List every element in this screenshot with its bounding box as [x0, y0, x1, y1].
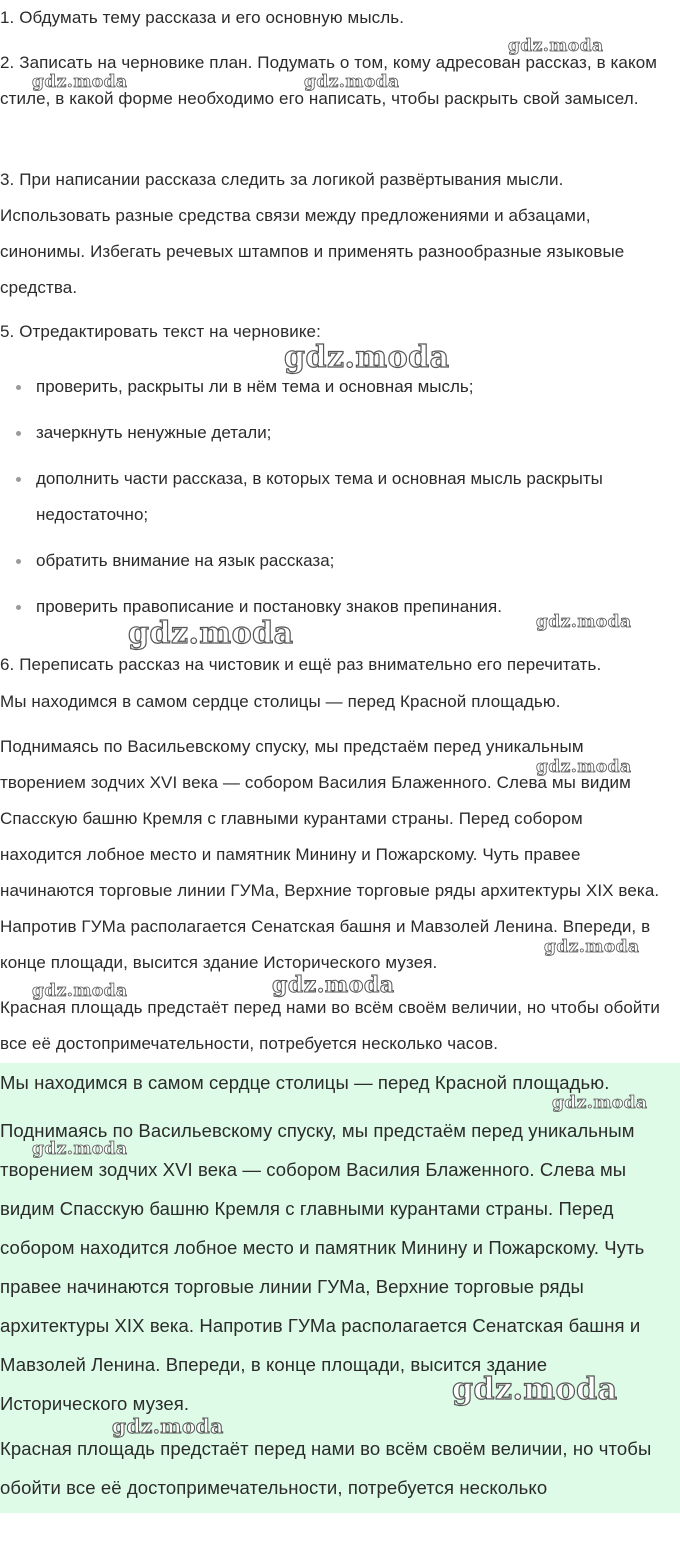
step-6: 6. Переписать рассказ на чистовик и ещё раз внимательно его перечитать.: [0, 655, 602, 674]
watermark: gdz.moda: [536, 612, 632, 632]
step-3: 3. При написании рассказа следить за логикой развёртывания мысли. Использовать разные средства связи между предложениями и абзацами, синонимы. Избегать речевых штампов и применять разнообразные языковые средства.: [0, 170, 625, 297]
watermark: gdz.moda: [544, 937, 640, 957]
watermark: gdz.moda: [508, 36, 604, 56]
list-item: проверить правописание и постановку знаков препинания.: [0, 589, 670, 625]
watermark: gdz.moda: [552, 1093, 648, 1113]
watermark: gdz.moda: [128, 616, 294, 651]
watermark: gdz.moda: [32, 1139, 128, 1159]
watermark: gdz.moda: [32, 72, 128, 92]
watermark: gdz.moda: [536, 757, 632, 777]
step-1: 1. Обдумать тему рассказа и его основную мысль.: [0, 8, 405, 27]
essay-paragraph-2: Поднимаясь по Васильевскому спуску, мы предстаём перед уникальным творением зодчих XVI века — собором Василия Блаженного. Слева мы видим Спасскую башню Кремля с главными курантами страны. Перед собором находится лобное место и памятник Минину и Пожарскому. Чуть правее начинаются торговые линии ГУМа, Верхние торговые ряды архитектуры XIX века. Напротив ГУМа располагается Сенатская башня и Мавзолей Ленина. Впереди, в конце площади, высится здание Исторического музея.: [0, 737, 660, 972]
list-item: зачеркнуть ненужные детали;: [0, 415, 670, 451]
watermark: gdz.moda: [32, 981, 128, 1001]
edit-checklist: [0, 369, 670, 635]
watermark: gdz.moda: [272, 972, 395, 998]
watermark: gdz.moda: [284, 340, 450, 375]
list-item: обратить внимание на язык рассказа;: [0, 543, 670, 579]
step-2: 2. Записать на черновике план. Подумать о том, кому адресован рассказ, в каком стиле, в какой форме необходимо его написать, чтобы раскрыть свой замысел.: [0, 53, 658, 108]
list-item: дополнить части рассказа, в которых тема и основная мысль раскрыты недостаточно;: [0, 461, 670, 533]
essay-paragraph-3: Красная площадь предстаёт перед нами во всём своём величии, но чтобы обойти все её достопримечательности, потребуется несколько часов.: [0, 998, 660, 1053]
watermark: gdz.moda: [304, 72, 400, 92]
step-5: 5. Отредактировать текст на черновике:: [0, 322, 321, 341]
list-item: проверить, раскрыты ли в нём тема и основная мысль;: [0, 369, 670, 405]
watermark: gdz.moda: [112, 1414, 224, 1438]
answer-highlight-box: [0, 1063, 680, 1513]
answer-paragraph-3: Красная площадь предстаёт перед нами во всём своём величии, но чтобы обойти все её достопримечательности, потребуется несколько: [0, 1438, 652, 1498]
answer-paragraph-2: Поднимаясь по Васильевскому спуску, мы предстаём перед уникальным творением зодчих XVI века — собором Василия Блаженного. Слева мы видим Спасскую башню Кремля с главными курантами страны. Перед собором находится лобное место и памятник Минину и Пожарскому. Чуть правее начинаются торговые линии ГУМа, Верхние торговые ряды архитектуры XIX века. Напротив ГУМа располагается Сенатская башня и Мавзолей Ленина. Впереди, в конце площади, высится здание Исторического музея.: [0, 1120, 645, 1414]
essay-paragraph-1: Мы находимся в самом сердце столицы — перед Красной площадью.: [0, 692, 561, 711]
answer-paragraph-1: Мы находимся в самом сердце столицы — перед Красной площадью.: [0, 1072, 610, 1093]
watermark: gdz.moda: [452, 1372, 618, 1407]
